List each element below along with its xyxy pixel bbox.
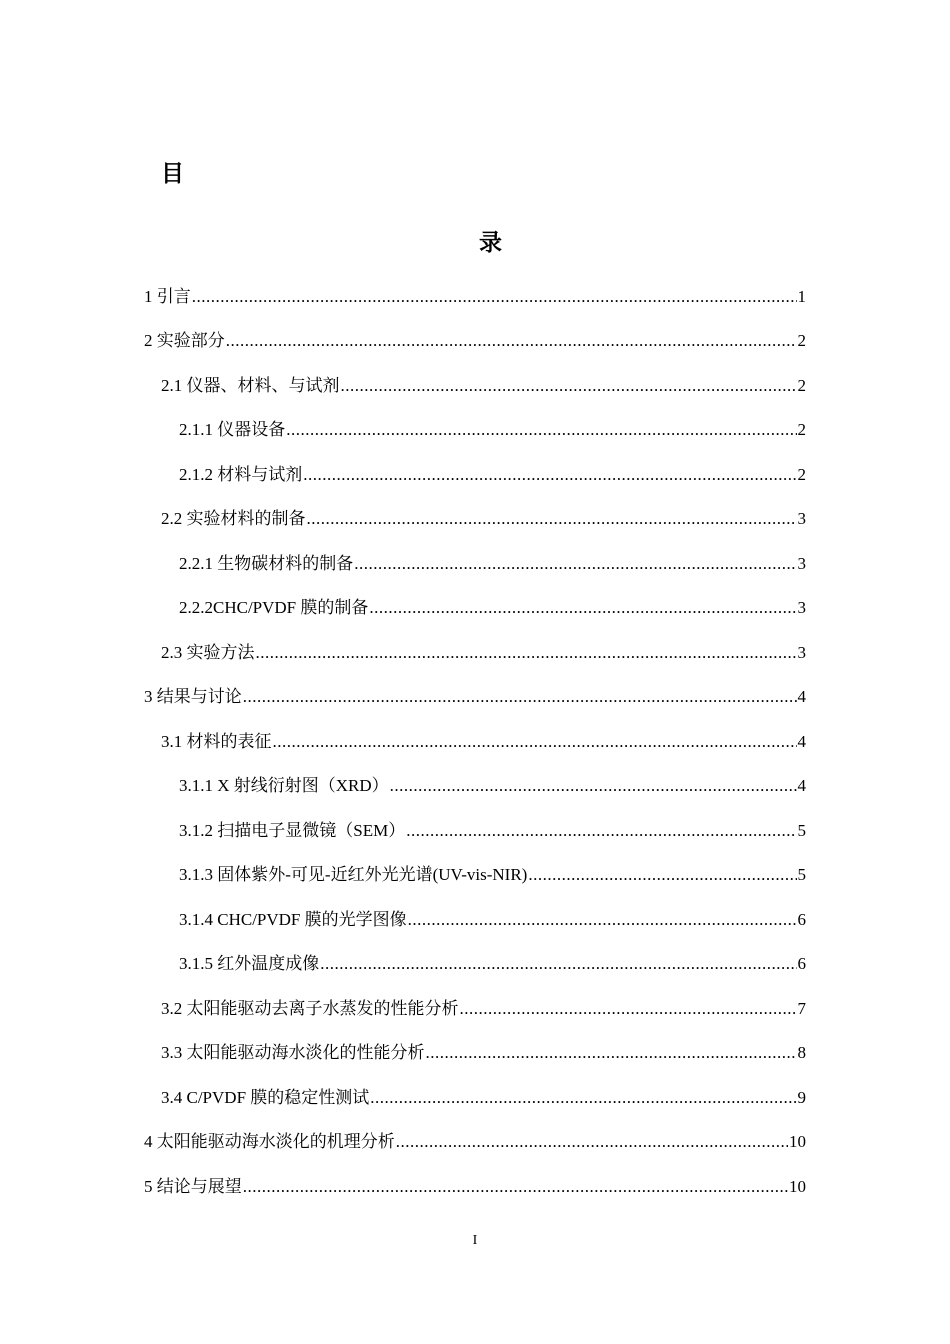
toc-entry[interactable] <box>179 863 806 887</box>
toc-entry-label: 3.3 太阳能驱动海水淡化的性能分析 <box>161 1043 425 1062</box>
toc-entry-page: 10 <box>789 1132 806 1151</box>
toc-entry-label: 2.1.2 材料与试剂 <box>179 465 303 484</box>
toc-entry[interactable] <box>161 374 806 398</box>
toc-entry-label: 2.2.1 生物碳材料的制备 <box>179 554 354 573</box>
toc-dot-leader <box>460 997 797 1021</box>
toc-dot-leader <box>408 908 797 932</box>
toc-entry-label: 3.1.2 扫描电子显微镜（SEM） <box>179 821 406 840</box>
toc-entry-label: 3.1 材料的表征 <box>161 732 272 751</box>
toc-dot-leader <box>303 463 796 487</box>
toc-dot-leader <box>256 641 797 665</box>
toc-entry-page: 10 <box>789 1177 806 1196</box>
toc-dot-leader <box>192 285 797 309</box>
toc-entry-label: 2 实验部分 <box>144 331 225 350</box>
toc-entry[interactable] <box>179 774 806 798</box>
toc-entry-label: 5 结论与展望 <box>144 1177 242 1196</box>
toc-entry-label: 2.2.2CHC/PVDF 膜的制备 <box>179 598 369 617</box>
toc-entry[interactable] <box>161 1041 806 1065</box>
toc-dot-leader <box>307 507 797 531</box>
toc-dot-leader <box>406 819 796 843</box>
toc-entry-page: 6 <box>797 954 806 973</box>
toc-dot-leader <box>226 329 797 353</box>
toc-entry-label: 3.1.1 X 射线衍射图（XRD） <box>179 776 389 795</box>
toc-dot-leader <box>354 552 796 576</box>
toc-dot-leader <box>243 1175 788 1199</box>
toc-dot-leader <box>243 685 797 709</box>
toc-entry-label: 3.1.3 固体紫外-可见-近红外光光谱(UV-vis-NIR) <box>179 865 528 884</box>
toc-entry-page: 5 <box>797 821 806 840</box>
toc-entry[interactable] <box>179 463 806 487</box>
toc-entry[interactable] <box>144 1130 806 1154</box>
toc-entry-label: 3.1.4 CHC/PVDF 膜的光学图像 <box>179 910 407 929</box>
toc-entry-label: 3.1.5 红外温度成像 <box>179 954 320 973</box>
toc-entry-label: 3 结果与讨论 <box>144 687 242 706</box>
toc-entry[interactable] <box>179 908 806 932</box>
toc-entry[interactable] <box>161 997 806 1021</box>
toc-entry[interactable] <box>179 952 806 976</box>
toc-entry[interactable] <box>179 418 806 442</box>
toc-entry-page: 6 <box>797 910 806 929</box>
toc-dot-leader <box>370 1086 796 1110</box>
toc-dot-leader <box>396 1130 788 1154</box>
toc-entry-page: 2 <box>797 376 806 395</box>
toc-entry-page: 3 <box>797 643 806 662</box>
toc-entry-page: 9 <box>797 1088 806 1107</box>
toc-entry[interactable] <box>161 1086 806 1110</box>
toc-entry[interactable] <box>144 1175 806 1199</box>
toc-entry[interactable] <box>161 730 806 754</box>
toc-dot-leader <box>369 596 796 620</box>
toc-entry-label: 1 引言 <box>144 287 191 306</box>
toc-entry-label: 3.2 太阳能驱动去离子水蒸发的性能分析 <box>161 999 459 1018</box>
toc-entry[interactable] <box>179 596 806 620</box>
toc-dot-leader <box>390 774 797 798</box>
toc-dot-leader <box>286 418 796 442</box>
toc-entry-page: 1 <box>797 287 806 306</box>
toc-entry-page: 7 <box>797 999 806 1018</box>
toc-entry-label: 2.3 实验方法 <box>161 643 255 662</box>
toc-dot-leader <box>341 374 797 398</box>
toc-dot-leader <box>273 730 797 754</box>
toc-entry-label: 2.1.1 仪器设备 <box>179 420 286 439</box>
toc-entry-page: 2 <box>797 465 806 484</box>
toc-entry[interactable] <box>179 819 806 843</box>
toc-entry-page: 5 <box>797 865 806 884</box>
toc-entry[interactable] <box>161 641 806 665</box>
toc-entry-page: 4 <box>797 732 806 751</box>
toc-entry-label: 4 太阳能驱动海水淡化的机理分析 <box>144 1132 395 1151</box>
page-number: I <box>472 1233 478 1248</box>
toc-entry-page: 4 <box>797 687 806 706</box>
toc-entry[interactable] <box>179 552 806 576</box>
toc-dot-leader <box>528 863 796 887</box>
toc-dot-leader <box>426 1041 797 1065</box>
toc-entry-label: 2.2 实验材料的制备 <box>161 509 306 528</box>
toc-entry-page: 3 <box>797 509 806 528</box>
toc-entry-page: 3 <box>797 554 806 573</box>
toc-entry[interactable] <box>144 329 806 353</box>
toc-title-char-1: 目 <box>161 161 184 187</box>
toc-entry-page: 2 <box>797 331 806 350</box>
toc-entry[interactable] <box>144 285 806 309</box>
toc-entry[interactable] <box>144 685 806 709</box>
toc-entry[interactable] <box>161 507 806 531</box>
toc-entry-label: 3.4 C/PVDF 膜的稳定性测试 <box>161 1088 370 1107</box>
toc-entry-page: 8 <box>797 1043 806 1062</box>
toc-dot-leader <box>320 952 796 976</box>
toc-entry-label: 2.1 仪器、材料、与试剂 <box>161 376 340 395</box>
toc-entry-page: 2 <box>797 420 806 439</box>
toc-entry-page: 3 <box>797 598 806 617</box>
toc-title-char-2: 录 <box>479 230 502 256</box>
toc-entry-page: 4 <box>797 776 806 795</box>
